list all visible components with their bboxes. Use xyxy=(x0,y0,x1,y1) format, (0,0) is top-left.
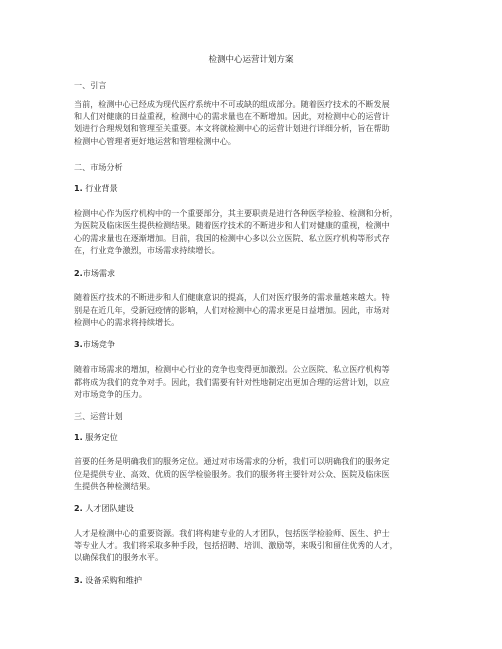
subsection-label: 市场需求 xyxy=(82,268,116,278)
subsection-heading xyxy=(74,575,142,586)
subsection-label: 市场竞争 xyxy=(82,339,116,349)
section-heading-intro: 一、引言 xyxy=(74,80,107,90)
paragraph-line: 心的需求量也在逐渐增加。目前，我国的检测中心多以公立医院、私立医疗机构等形式存 xyxy=(74,233,390,243)
subsection-label: 人才团队建设 xyxy=(82,503,134,513)
subsection-number: 2. xyxy=(74,268,83,278)
subsection-heading xyxy=(74,339,115,350)
paragraph-line: 检测中心的需求将持续增长。 xyxy=(74,317,180,327)
subsection-number: 2. xyxy=(74,503,83,513)
paragraph-line: 当前，检测中心已经成为现代医疗系统中不可或缺的组成部分。随着医疗技术的不断发展 xyxy=(74,99,390,109)
subsection-heading xyxy=(74,268,115,279)
paragraph-line: 都将成为我们的竞争对手。因此，我们需要有针对性地制定出更加合理的运营计划，以应 xyxy=(74,377,390,387)
subsection-heading xyxy=(74,183,118,194)
paragraph-line: 首要的任务是明确我们的服务定位。通过对市场需求的分析，我们可以明确我们的服务定 xyxy=(74,456,390,466)
paragraph-line: 生提供各种检测结果。 xyxy=(74,481,155,491)
paragraph-line: 随着市场需求的增加，检测中心行业的竞争也变得更加激烈。公立医院、私立医疗机构等 xyxy=(74,364,390,374)
subsection-label: 设备采购和维护 xyxy=(82,575,142,585)
paragraph-line: 在，行业竞争激烈，市场需求持续增长。 xyxy=(74,245,220,255)
paragraph-line: 随着医疗技术的不断进步和人们健康意识的提高，人们对医疗服务的需求量越来越大。特 xyxy=(74,292,390,302)
document-title: 检测中心运营计划方案 xyxy=(208,55,294,65)
paragraph-line: 划进行合理规划和管理至关重要。本文将就检测中心的运营计划进行详细分析，旨在帮助 xyxy=(74,123,390,133)
section-heading-plan: 三、运营计划 xyxy=(74,411,123,421)
paragraph-line: 对市场竞争的压力。 xyxy=(74,389,147,399)
paragraph-line: 检测中心作为医疗机构中的一个重要部分，其主要职责是进行各种医学检验、检测和分析， xyxy=(74,208,398,218)
paragraph-line: 以确保我们的服务水平。 xyxy=(74,552,164,562)
paragraph-line: 人才是检测中心的重要资源。我们将构建专业的人才团队，包括医学检验师、医生、护士 xyxy=(74,528,390,538)
subsection-number: 1. xyxy=(74,432,83,442)
paragraph-line: 别是在近几年，受新冠疫情的影响，人们对检测中心的需求更是日益增加。因此，市场对 xyxy=(74,305,390,315)
paragraph-line: 位是提供专业、高效、优质的医学检验服务。我们的服务将主要针对公众、医院及临床医 xyxy=(74,469,390,479)
subsection-label: 行业背景 xyxy=(82,183,118,193)
paragraph-line: 等专业人才。我们将采取多种手段，包括招聘、培训、激励等，来吸引和留住优秀的人才， xyxy=(74,540,398,550)
section-heading-market: 二、市场分析 xyxy=(74,162,123,172)
paragraph-line: 为医院及临床医生提供检测结果。随着医疗技术的不断进步和人们对健康的重视，检测中 xyxy=(74,220,390,230)
subsection-label: 服务定位 xyxy=(82,432,118,442)
subsection-number: 3. xyxy=(74,575,83,585)
subsection-heading xyxy=(74,503,134,514)
subsection-heading xyxy=(74,432,118,443)
subsection-number: 3. xyxy=(74,339,83,349)
paragraph-line: 检测中心管理者更好地运营和管理检测中心。 xyxy=(74,136,236,146)
subsection-number: 1. xyxy=(74,183,83,193)
paragraph-line: 和人们对健康的日益重视，检测中心的需求量也在不断增加。因此，对检测中心的运营计 xyxy=(74,111,390,121)
